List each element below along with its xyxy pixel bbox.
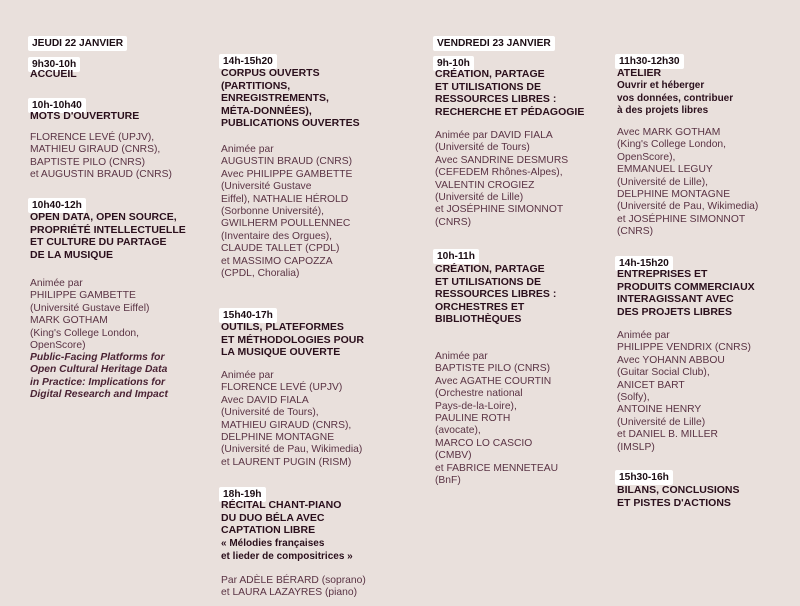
session-title: BILANS, CONCLUSIONS ET PISTES D'ACTIONS — [617, 484, 740, 509]
session-time: 15h30-16h — [615, 470, 673, 485]
session-speakers: Animée par DAVID FIALA (Université de Tours) Avec SANDRINE DESMURS (CEFEDEM Rhônes-Alpes), VALENTIN CROGIEZ (Université de Lille) et JOSÉPHINE SIMONNOT (CNRS) — [435, 130, 569, 228]
session-time: 11h30-12h30 — [615, 54, 684, 69]
session-title: CRÉATION, PARTAGE ET UTILISATIONS DE RESSOURCES LIBRES : ORCHESTRES ET BIBLIOTHÈQUES — [435, 263, 557, 325]
session-time: 15h40-17h — [219, 308, 277, 323]
session-time: 9h30-10h — [28, 57, 80, 72]
session-speakers: Animée par AUGUSTIN BRAUD (CNRS) Avec PHILIPPE GAMBETTE (Université Gustave Eiffel), NATHALIE HÉROLD (Sorbonne Université), GWILHERM POULLENNEC (Inventaire des Orgues), CLAUDE TALLET (CPDL) et MASSIMO CAPOZZA (CPDL, Choralia) — [221, 144, 353, 280]
session-title: OPEN DATA, OPEN SOURCE, PROPRIÉTÉ INTELLECTUELLE ET CULTURE DU PARTAGE DE LA MUSIQUE — [30, 211, 186, 261]
session-time: 10h-11h — [433, 249, 479, 264]
session-title: OUTILS, PLATEFORMES ET MÉTHODOLOGIES POUR LA MUSIQUE OUVERTE — [221, 321, 364, 358]
day-label: JEUDI 22 JANVIER — [28, 36, 127, 51]
session-title: RÉCITAL CHANT-PIANO DU DUO BÉLA AVEC CAPTATION LIBRE — [221, 499, 342, 536]
session-time: 10h-10h40 — [28, 98, 86, 113]
session-time: 9h-10h — [433, 56, 474, 71]
workshop-subtitle: Ouvrir et héberger vos données, contribuer à des projets libres — [617, 80, 734, 116]
recital-subtitle: « Mélodies françaises et lieder de compositrices » — [221, 538, 353, 562]
session-title: ACCUEIL — [30, 68, 77, 80]
session-time: 14h-15h20 — [219, 54, 277, 69]
session-title: CORPUS OUVERTS (PARTITIONS, ENREGISTREMENTS, MÉTA-DONNÉES), PUBLICATIONS OUVERTES — [221, 67, 360, 129]
session-speakers: Animée par BAPTISTE PILO (CNRS) Avec AGATHE COURTIN (Orchestre national Pays-de-la-Loire), PAULINE ROTH (avocate), MARCO LO CASCIO (CMBV) et FABRICE MENNETEAU (BnF) — [435, 351, 559, 487]
session-speakers: FLORENCE LEVÉ (UPJV), MATHIEU GIRAUD (CNRS), BAPTISTE PILO (CNRS) et AUGUSTIN BRAUD (CNRS) — [30, 132, 172, 181]
session-speakers: Animée par PHILIPPE VENDRIX (CNRS) Avec YOHANN ABBOU (Guitar Social Club), ANICET BART (Solfy), ANTOINE HENRY (Université de Lille) et DANIEL B. MILLER (IMSLP) — [617, 330, 751, 453]
session-speakers: Avec MARK GOTHAM (King's College London, OpenScore), EMMANUEL LEGUY (Université de Lille), DELPHINE MONTAGNE (Université de Pau, Wikimedia) et JOSÉPHINE SIMONNOT (CNRS) — [617, 127, 759, 238]
session-title: ATELIER — [617, 67, 662, 79]
session-title: MOTS D'OUVERTURE — [30, 110, 140, 122]
session-title: ENTREPRISES ET PRODUITS COMMERCIAUX INTERAGISSANT AVEC DES PROJETS LIBRES — [617, 268, 755, 318]
session-speakers: Animée par FLORENCE LEVÉ (UPJV) Avec DAVID FIALA (Université de Tours), MATHIEU GIRAUD (CNRS), DELPHINE MONTAGNE (Université de Pau, Wikimedia) et LAURENT PUGIN (RISM) — [221, 370, 363, 468]
session-time: 14h-15h20 — [615, 256, 673, 271]
session-title: CRÉATION, PARTAGE ET UTILISATIONS DE RESSOURCES LIBRES : RECHERCHE ET PÉDAGOGIE — [435, 68, 585, 118]
session-time: 10h40-12h — [28, 198, 86, 213]
session-time: 18h-19h — [219, 487, 266, 502]
session-speakers: Par ADÈLE BÉRARD (soprano) et LAURA LAZAYRES (piano) — [221, 575, 366, 599]
talk-title: Public-Facing Platforms for Open Cultural Heritage Data in Practice: Implications for Digital Research and Impact — [30, 352, 168, 401]
session-speakers: Animée par PHILIPPE GAMBETTE (Université Gustave Eiffel) MARK GOTHAM (King's College London, OpenScore) — [30, 278, 150, 352]
day-label: VENDREDI 23 JANVIER — [433, 36, 555, 51]
